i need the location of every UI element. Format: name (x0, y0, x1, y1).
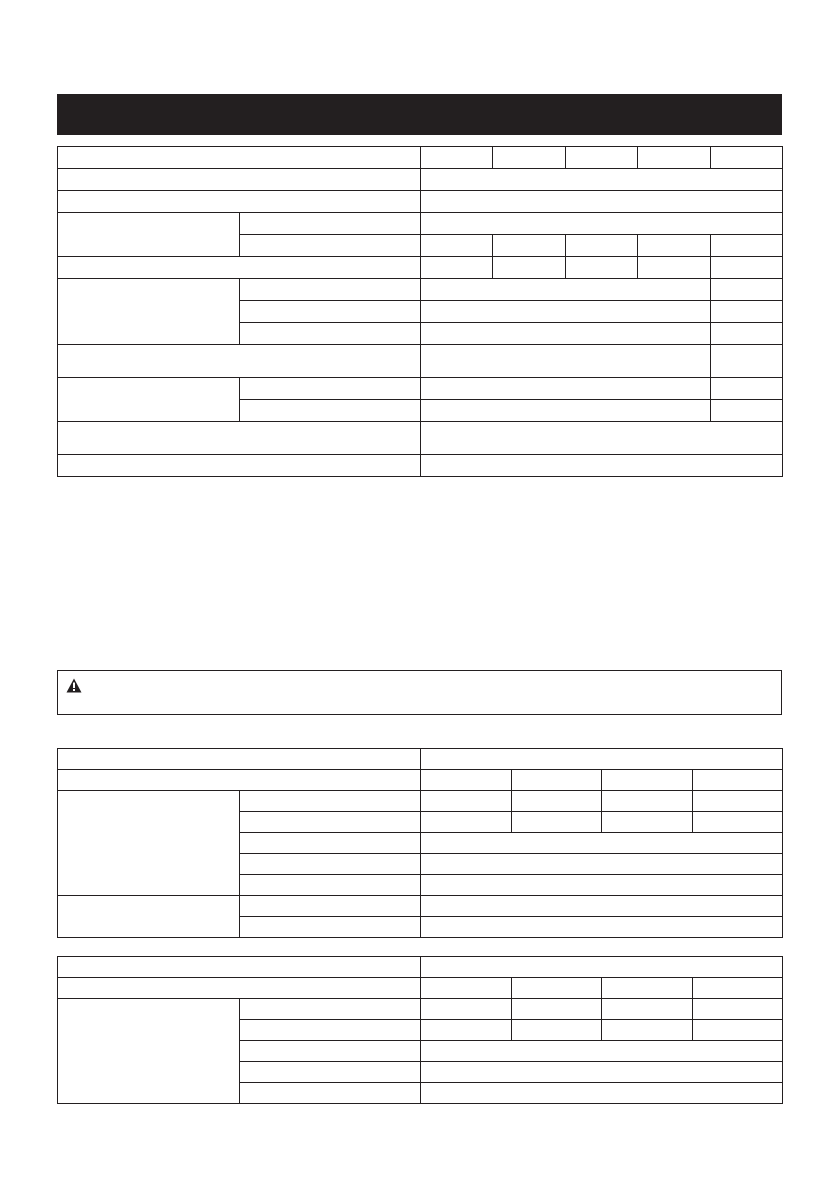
table-cell (693, 978, 783, 999)
table-row (58, 191, 783, 213)
table-cell (638, 147, 711, 169)
table-cell (711, 147, 783, 169)
table-cell (58, 791, 240, 896)
table-cell (421, 978, 512, 999)
table-cell (693, 1020, 783, 1041)
table-cell (421, 749, 783, 770)
table-cell (240, 400, 421, 422)
table-row (58, 957, 783, 978)
table-cell (58, 345, 421, 378)
table-row (58, 999, 783, 1020)
table-cell (240, 1062, 421, 1083)
table-cell (240, 791, 421, 812)
table-cell (421, 770, 512, 791)
table-row (58, 147, 783, 169)
table-cell (421, 455, 783, 477)
table-cell (58, 896, 240, 938)
table-cell (240, 854, 421, 875)
table-cell (512, 812, 602, 833)
table-cell (602, 812, 693, 833)
table-cell (421, 917, 783, 938)
table-cell (421, 422, 783, 455)
table-cell (421, 1041, 783, 1062)
table-row (58, 896, 783, 917)
table-cell (58, 999, 240, 1104)
table-row (58, 455, 783, 477)
table-cell (512, 999, 602, 1020)
table-cell (240, 917, 421, 938)
table-cell (512, 770, 602, 791)
warning-triangle-icon (66, 678, 82, 693)
table-cell (421, 854, 783, 875)
table-cell (240, 323, 421, 345)
specifications-table (57, 146, 783, 477)
table-cell (693, 791, 783, 812)
table-cell (58, 213, 240, 257)
table-cell (566, 147, 638, 169)
table-cell (638, 257, 711, 279)
table-cell (421, 235, 493, 257)
table-cell (240, 875, 421, 896)
table-cell (421, 323, 711, 345)
table-cell (240, 1083, 421, 1104)
table-cell (421, 957, 783, 978)
table-row (58, 169, 783, 191)
table-cell (602, 791, 693, 812)
table-cell (421, 1062, 783, 1083)
table-row (58, 378, 783, 400)
table-cell (58, 978, 421, 999)
table-row (58, 345, 783, 378)
table-cell (711, 323, 783, 345)
table-cell (240, 378, 421, 400)
table-cell (421, 378, 711, 400)
table-row (58, 791, 783, 812)
table-cell (240, 301, 421, 323)
table-cell (421, 279, 711, 301)
table-cell (421, 213, 783, 235)
table-cell (421, 191, 783, 213)
table-cell (58, 422, 421, 455)
table-cell (421, 147, 493, 169)
table-cell (421, 999, 512, 1020)
table-cell (493, 147, 566, 169)
warning-box (57, 670, 782, 715)
table-cell (693, 812, 783, 833)
table-cell (421, 301, 711, 323)
table-cell (512, 791, 602, 812)
table-cell (421, 169, 783, 191)
battery-table (57, 748, 783, 938)
table-cell (58, 378, 240, 422)
table-cell (711, 301, 783, 323)
table-cell (240, 235, 421, 257)
table-cell (602, 978, 693, 999)
table-row (58, 749, 783, 770)
table-cell (240, 1020, 421, 1041)
table-cell (602, 999, 693, 1020)
table-cell (240, 213, 421, 235)
table-cell (566, 257, 638, 279)
table-cell (240, 896, 421, 917)
table-cell (421, 1083, 783, 1104)
table-cell (638, 235, 711, 257)
table-row (58, 257, 783, 279)
table-cell (58, 191, 421, 213)
table-cell (711, 400, 783, 422)
table-cell (602, 770, 693, 791)
table-cell (711, 345, 783, 378)
table-cell (58, 749, 421, 770)
table-cell (693, 770, 783, 791)
table-row (58, 770, 783, 791)
table-cell (566, 235, 638, 257)
table-cell (602, 1020, 693, 1041)
table-cell (58, 147, 421, 169)
table-cell (240, 279, 421, 301)
table-cell (58, 279, 240, 345)
table-cell (240, 812, 421, 833)
table-row (58, 213, 783, 235)
table-cell (421, 875, 783, 896)
table-cell (512, 978, 602, 999)
table-cell (421, 833, 783, 854)
table-cell (421, 791, 512, 812)
table-row (58, 978, 783, 999)
table-cell (58, 957, 421, 978)
table-cell (421, 257, 493, 279)
table-cell (711, 257, 783, 279)
table-cell (421, 896, 783, 917)
table-cell (493, 235, 566, 257)
table-cell (58, 169, 421, 191)
table-cell (421, 1020, 512, 1041)
table-cell (711, 378, 783, 400)
table-cell (240, 833, 421, 854)
table-cell (693, 999, 783, 1020)
table-cell (421, 400, 711, 422)
table-cell (421, 345, 711, 378)
table-cell (58, 770, 421, 791)
table-cell (58, 257, 421, 279)
table-cell (240, 999, 421, 1020)
table-row (58, 279, 783, 301)
table-cell (493, 257, 566, 279)
table-cell (240, 1041, 421, 1062)
table-cell (58, 455, 421, 477)
table-cell (711, 235, 783, 257)
table-row (58, 422, 783, 455)
table-cell (711, 279, 783, 301)
table-cell (421, 812, 512, 833)
charger-table (57, 956, 783, 1104)
table-cell (512, 1020, 602, 1041)
section-header-banner (57, 94, 782, 135)
